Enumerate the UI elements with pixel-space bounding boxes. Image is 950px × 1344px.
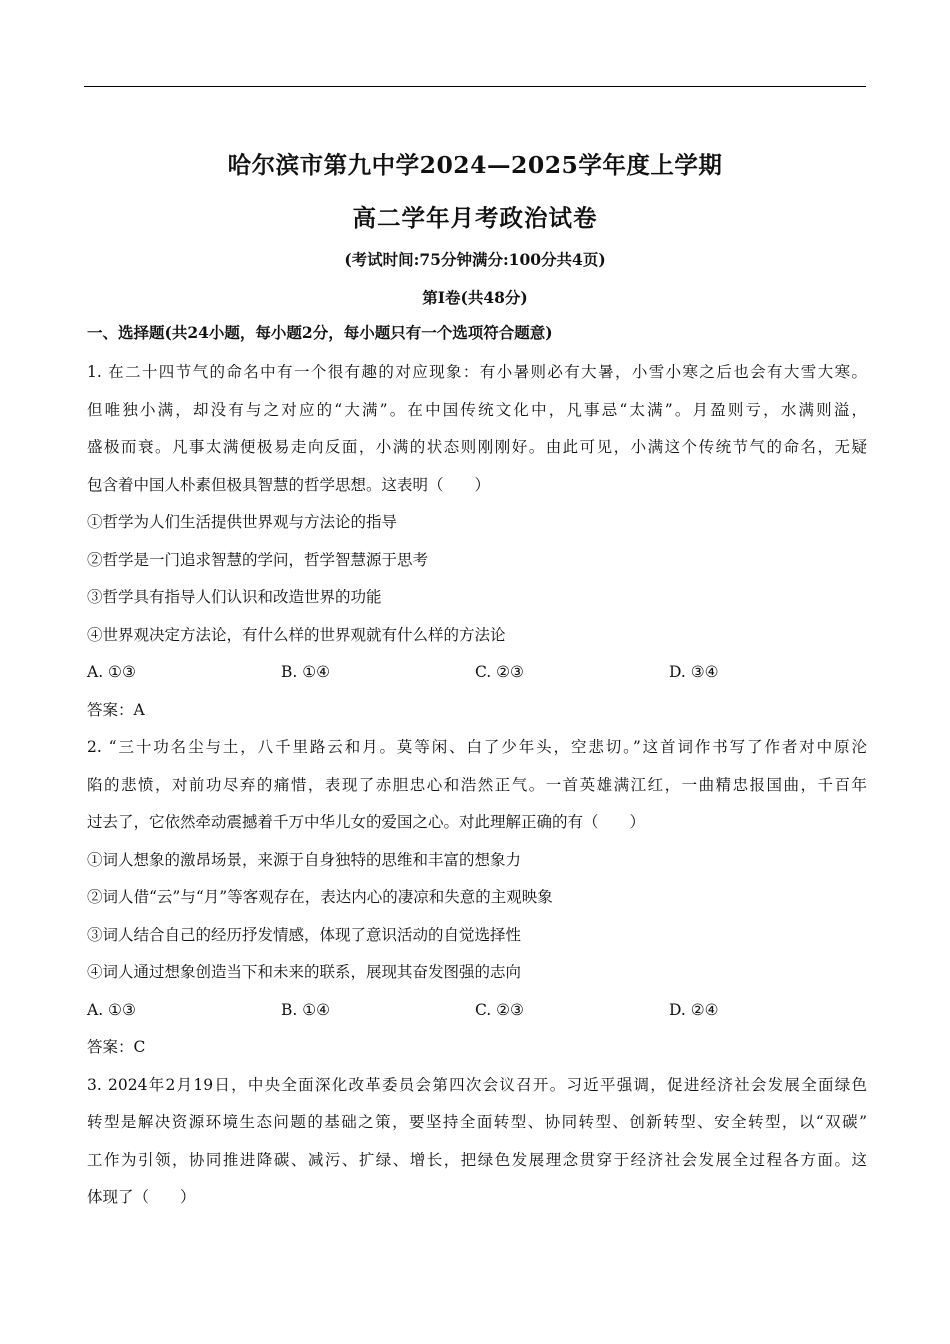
option-a: A. ①③: [87, 663, 136, 681]
top-rule: [84, 86, 866, 87]
question-stem-line: 2. “三十功名尘与土，八千里路云和月。莫等闲、白了少年头，空悲切。”这首词作书写了作者对中原沦: [87, 738, 867, 756]
answer-options: [87, 654, 867, 692]
question-stem-line: 过去了，它依然牵动震撼着千万中华儿女的爱国之心。对此理解正确的有（ ）: [87, 813, 646, 831]
option-c: C. ②③: [475, 1000, 524, 1019]
statement-4: ④世界观决定方法论，有什么样的世界观就有什么样的方法论: [87, 625, 506, 644]
question-1: [87, 354, 867, 729]
statement-1: ①哲学为人们生活提供世界观与方法论的指导: [87, 513, 398, 531]
question-stem-line: 体现了（ ）: [87, 1188, 196, 1206]
question-stem-line: 工作为引领，协同推进降碳、减污、扩绿、增长，把绿色发展理念贯穿于经济社会发展全过程各方面。这: [87, 1150, 867, 1169]
statement-1: ①词人想象的激昂场景，来源于自身独特的思维和丰富的想象力: [87, 850, 522, 869]
statement-3: ③词人结合自己的经历抒发情感，体现了意识活动的自觉选择性: [87, 925, 522, 944]
question-stem-line: 盛极而衰。凡事太满便极易走向反面，小满的状态则刚刚好。由此可见，小满这个传统节气的命名，无疑: [87, 438, 867, 456]
answer-line: 答案：A: [87, 700, 145, 719]
question-content: [87, 354, 867, 1217]
option-c: C. ②③: [475, 663, 524, 681]
question-stem-line: 陷的悲愤，对前功尽弃的痛惜，表现了赤胆忠心和浩然正气。一首英雄满江红，一曲精忠报国曲，千百年: [87, 775, 867, 794]
option-a: A. ①③: [87, 1000, 136, 1019]
question-stem-line: 包含着中国人朴素但极具智慧的哲学思想。这表明（ ）: [87, 475, 491, 494]
option-d: D. ③④: [669, 663, 719, 681]
statement-4: ④词人通过想象创造当下和未来的联系，展现其奋发图强的志向: [87, 963, 522, 981]
question-stem-line: 3. 2024年2月19日，中央全面深化改革委员会第四次会议召开。习近平强调，促进经济社会发展全面绿色: [87, 1075, 867, 1094]
statement-3: ③哲学具有指导人们认识和改造世界的功能: [87, 588, 382, 606]
question-2: [87, 729, 867, 1067]
exam-info: (考试时间:75分钟满分:100分共4页): [344, 250, 606, 269]
volume-heading: 第Ⅰ卷(共48分): [422, 288, 528, 307]
exam-title-line2: 高二学年月考政治试卷: [352, 204, 598, 232]
option-b: B. ①④: [281, 1000, 331, 1019]
answer-options: [87, 992, 867, 1030]
statement-2: ②词人借“云”与“月”等客观存在，表达内心的凄凉和失意的主观映象: [87, 888, 553, 906]
exam-title-line1: 哈尔滨市第九中学2024—2025学年度上学期: [227, 151, 723, 179]
section-heading: 一、选择题(共24小题，每小题2分，每小题只有一个选项符合题意): [87, 323, 553, 342]
question-3: [87, 1067, 867, 1217]
option-b: B. ①④: [281, 663, 331, 681]
question-stem-line: 但唯独小满，却没有与之对应的“大满”。在中国传统文化中，凡事忌“太满”。月盈则亏，水满则溢，: [87, 400, 867, 419]
statement-2: ②哲学是一门追求智慧的学问，哲学智慧源于思考: [87, 550, 429, 569]
option-d: D. ②④: [669, 1000, 719, 1019]
question-stem-line: 1. 在二十四节气的命名中有一个很有趣的对应现象：有小暑则必有大暑，小雪小寒之后也会有大雪大寒。: [87, 363, 867, 381]
question-stem-line: 转型是解决资源环境生态问题的基础之策，要坚持全面转型、协同转型、创新转型、安全转型，以“双碳”: [87, 1113, 867, 1131]
answer-line: 答案：C: [87, 1038, 146, 1056]
